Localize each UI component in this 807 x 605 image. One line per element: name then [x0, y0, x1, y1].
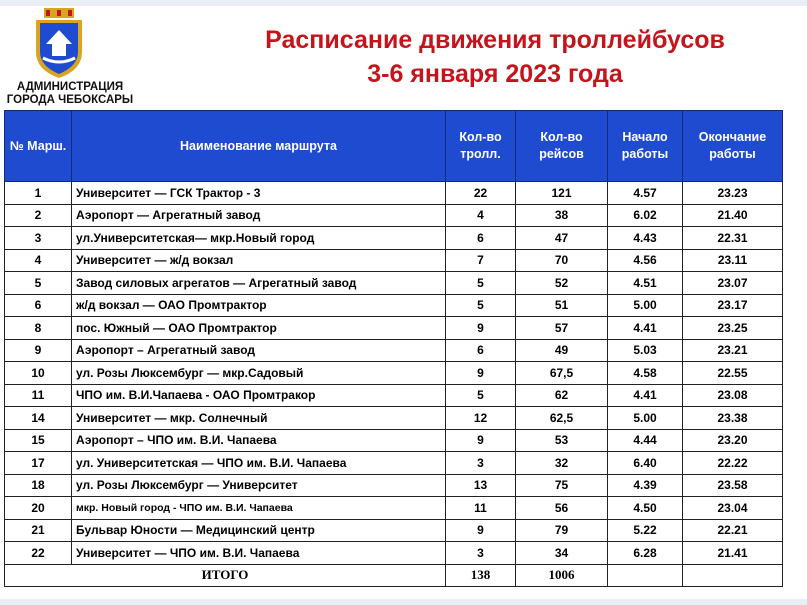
- trolley-count-cell: 11: [446, 497, 516, 520]
- start-time-cell: 6.28: [608, 542, 683, 565]
- total-label: ИТОГО: [5, 564, 446, 587]
- table-row: [5, 474, 783, 497]
- table-row: [5, 182, 783, 205]
- route-number-cell: 11: [5, 384, 72, 407]
- route-name-cell: Университет — ж/д вокзал: [72, 249, 446, 272]
- route-number-cell: 8: [5, 317, 72, 340]
- start-time-cell: 4.50: [608, 497, 683, 520]
- coat-of-arms-icon: [30, 8, 88, 80]
- end-time-cell: 23.58: [683, 474, 783, 497]
- table-row: [5, 272, 783, 295]
- route-name-cell: ул. Розы Люксембург — Университет: [72, 474, 446, 497]
- trolley-count-cell: 5: [446, 294, 516, 317]
- table-row: [5, 204, 783, 227]
- trip-count-cell: 52: [516, 272, 608, 295]
- start-time-cell: 4.44: [608, 429, 683, 452]
- end-time-cell: 23.38: [683, 407, 783, 430]
- end-time-cell: 22.31: [683, 227, 783, 250]
- route-number-cell: 2: [5, 204, 72, 227]
- table-row: [5, 294, 783, 317]
- end-time-cell: 22.22: [683, 452, 783, 475]
- table-row: [5, 519, 783, 542]
- end-time-cell: 23.21: [683, 339, 783, 362]
- total-row: [5, 564, 783, 587]
- trolley-count-cell: 3: [446, 542, 516, 565]
- table-row: [5, 452, 783, 475]
- end-time-cell: 21.41: [683, 542, 783, 565]
- end-time-cell: 22.55: [683, 362, 783, 385]
- start-time-cell: 5.00: [608, 407, 683, 430]
- route-number-cell: 4: [5, 249, 72, 272]
- total-trolley-count: 138: [446, 564, 516, 587]
- trip-count-cell: 57: [516, 317, 608, 340]
- end-time-cell: 23.25: [683, 317, 783, 340]
- table-row: [5, 339, 783, 362]
- trolley-count-cell: 22: [446, 182, 516, 205]
- trip-count-cell: 51: [516, 294, 608, 317]
- col-end-time: Окончание работы: [683, 111, 783, 182]
- col-start-time: Начало работы: [608, 111, 683, 182]
- route-number-cell: 9: [5, 339, 72, 362]
- route-name-cell: Бульвар Юности — Медицинский центр: [72, 519, 446, 542]
- end-time-cell: 23.11: [683, 249, 783, 272]
- schedule-table: [4, 110, 783, 587]
- page-subtitle: 3-6 января 2023 года: [367, 60, 623, 88]
- org-line-2: ГОРОДА ЧЕБОКСАРЫ: [6, 94, 134, 106]
- route-name-cell: Университет — ЧПО им. В.И. Чапаева: [72, 542, 446, 565]
- start-time-cell: 4.58: [608, 362, 683, 385]
- route-name-cell: Аэропорт – ЧПО им. В.И. Чапаева: [72, 429, 446, 452]
- trip-count-cell: 121: [516, 182, 608, 205]
- route-number-cell: 14: [5, 407, 72, 430]
- route-name-cell: ул.Университетская— мкр.Новый город: [72, 227, 446, 250]
- trolley-count-cell: 5: [446, 384, 516, 407]
- org-line-1: АДМИНИСТРАЦИЯ: [16, 81, 124, 93]
- route-name-cell: ул. Розы Люксембург — мкр.Садовый: [72, 362, 446, 385]
- route-number-cell: 22: [5, 542, 72, 565]
- route-number-cell: 21: [5, 519, 72, 542]
- start-time-cell: 5.22: [608, 519, 683, 542]
- route-name-cell: ул. Университетская — ЧПО им. В.И. Чапаева: [72, 452, 446, 475]
- route-name-cell: Аэропорт – Агрегатный завод: [72, 339, 446, 362]
- route-number-cell: 10: [5, 362, 72, 385]
- trip-count-cell: 34: [516, 542, 608, 565]
- end-time-cell: 23.07: [683, 272, 783, 295]
- trip-count-cell: 75: [516, 474, 608, 497]
- route-number-cell: 17: [5, 452, 72, 475]
- table-row: [5, 384, 783, 407]
- trolley-count-cell: 9: [446, 317, 516, 340]
- trolley-count-cell: 3: [446, 452, 516, 475]
- route-number-cell: 5: [5, 272, 72, 295]
- trip-count-cell: 70: [516, 249, 608, 272]
- trip-count-cell: 62,5: [516, 407, 608, 430]
- route-name-cell: пос. Южный — ОАО Промтрактор: [72, 317, 446, 340]
- col-route-number: № Марш.: [5, 111, 72, 182]
- start-time-cell: 5.03: [608, 339, 683, 362]
- route-number-cell: 6: [5, 294, 72, 317]
- trolley-count-cell: 9: [446, 519, 516, 542]
- trip-count-cell: 67,5: [516, 362, 608, 385]
- end-time-cell: 23.04: [683, 497, 783, 520]
- total-empty-cell: [608, 564, 683, 587]
- table-row: [5, 227, 783, 250]
- end-time-cell: 22.21: [683, 519, 783, 542]
- trip-count-cell: 47: [516, 227, 608, 250]
- end-time-cell: 23.20: [683, 429, 783, 452]
- start-time-cell: 4.43: [608, 227, 683, 250]
- trolley-count-cell: 9: [446, 429, 516, 452]
- route-name-cell: ж/д вокзал — ОАО Промтрактор: [72, 294, 446, 317]
- col-trolley-count: Кол-во тролл.: [446, 111, 516, 182]
- trip-count-cell: 79: [516, 519, 608, 542]
- col-trip-count: Кол-во рейсов: [516, 111, 608, 182]
- start-time-cell: 4.41: [608, 317, 683, 340]
- start-time-cell: 4.39: [608, 474, 683, 497]
- table-row: [5, 249, 783, 272]
- col-route-name: Наименование маршрута: [72, 111, 446, 182]
- trolley-count-cell: 7: [446, 249, 516, 272]
- route-number-cell: 18: [5, 474, 72, 497]
- table-row: [5, 362, 783, 385]
- trolley-count-cell: 13: [446, 474, 516, 497]
- end-time-cell: 23.08: [683, 384, 783, 407]
- total-empty-cell: [683, 564, 783, 587]
- route-name-cell: Аэропорт — Агрегатный завод: [72, 204, 446, 227]
- route-name-cell: ЧПО им. В.И.Чапаева - ОАО Промтракор: [72, 384, 446, 407]
- start-time-cell: 4.56: [608, 249, 683, 272]
- total-trip-count: 1006: [516, 564, 608, 587]
- route-number-cell: 1: [5, 182, 72, 205]
- table-row: [5, 407, 783, 430]
- route-number-cell: 3: [5, 227, 72, 250]
- bottom-border: [0, 599, 807, 605]
- trolley-count-cell: 5: [446, 272, 516, 295]
- route-name-cell: мкр. Новый город - ЧПО им. В.И. Чапаева: [72, 497, 446, 520]
- table-header-row: [5, 111, 783, 182]
- table-row: [5, 542, 783, 565]
- trip-count-cell: 62: [516, 384, 608, 407]
- organization-name: [0, 81, 140, 107]
- start-time-cell: 6.40: [608, 452, 683, 475]
- trip-count-cell: 32: [516, 452, 608, 475]
- table-row: [5, 497, 783, 520]
- trolley-count-cell: 9: [446, 362, 516, 385]
- page-title: Расписание движения троллейбусов: [265, 26, 725, 54]
- route-number-cell: 15: [5, 429, 72, 452]
- trip-count-cell: 56: [516, 497, 608, 520]
- end-time-cell: 23.23: [683, 182, 783, 205]
- trip-count-cell: 49: [516, 339, 608, 362]
- trolley-count-cell: 12: [446, 407, 516, 430]
- start-time-cell: 5.00: [608, 294, 683, 317]
- route-name-cell: Университет — мкр. Солнечный: [72, 407, 446, 430]
- table-row: [5, 317, 783, 340]
- route-number-cell: 20: [5, 497, 72, 520]
- trip-count-cell: 38: [516, 204, 608, 227]
- end-time-cell: 23.17: [683, 294, 783, 317]
- trolley-count-cell: 6: [446, 339, 516, 362]
- start-time-cell: 4.41: [608, 384, 683, 407]
- route-name-cell: Университет — ГСК Трактор - 3: [72, 182, 446, 205]
- start-time-cell: 4.57: [608, 182, 683, 205]
- route-name-cell: Завод силовых агрегатов — Агрегатный завод: [72, 272, 446, 295]
- top-border: [0, 0, 807, 6]
- trolley-count-cell: 6: [446, 227, 516, 250]
- trip-count-cell: 53: [516, 429, 608, 452]
- end-time-cell: 21.40: [683, 204, 783, 227]
- start-time-cell: 6.02: [608, 204, 683, 227]
- start-time-cell: 4.51: [608, 272, 683, 295]
- trolley-count-cell: 4: [446, 204, 516, 227]
- table-row: [5, 429, 783, 452]
